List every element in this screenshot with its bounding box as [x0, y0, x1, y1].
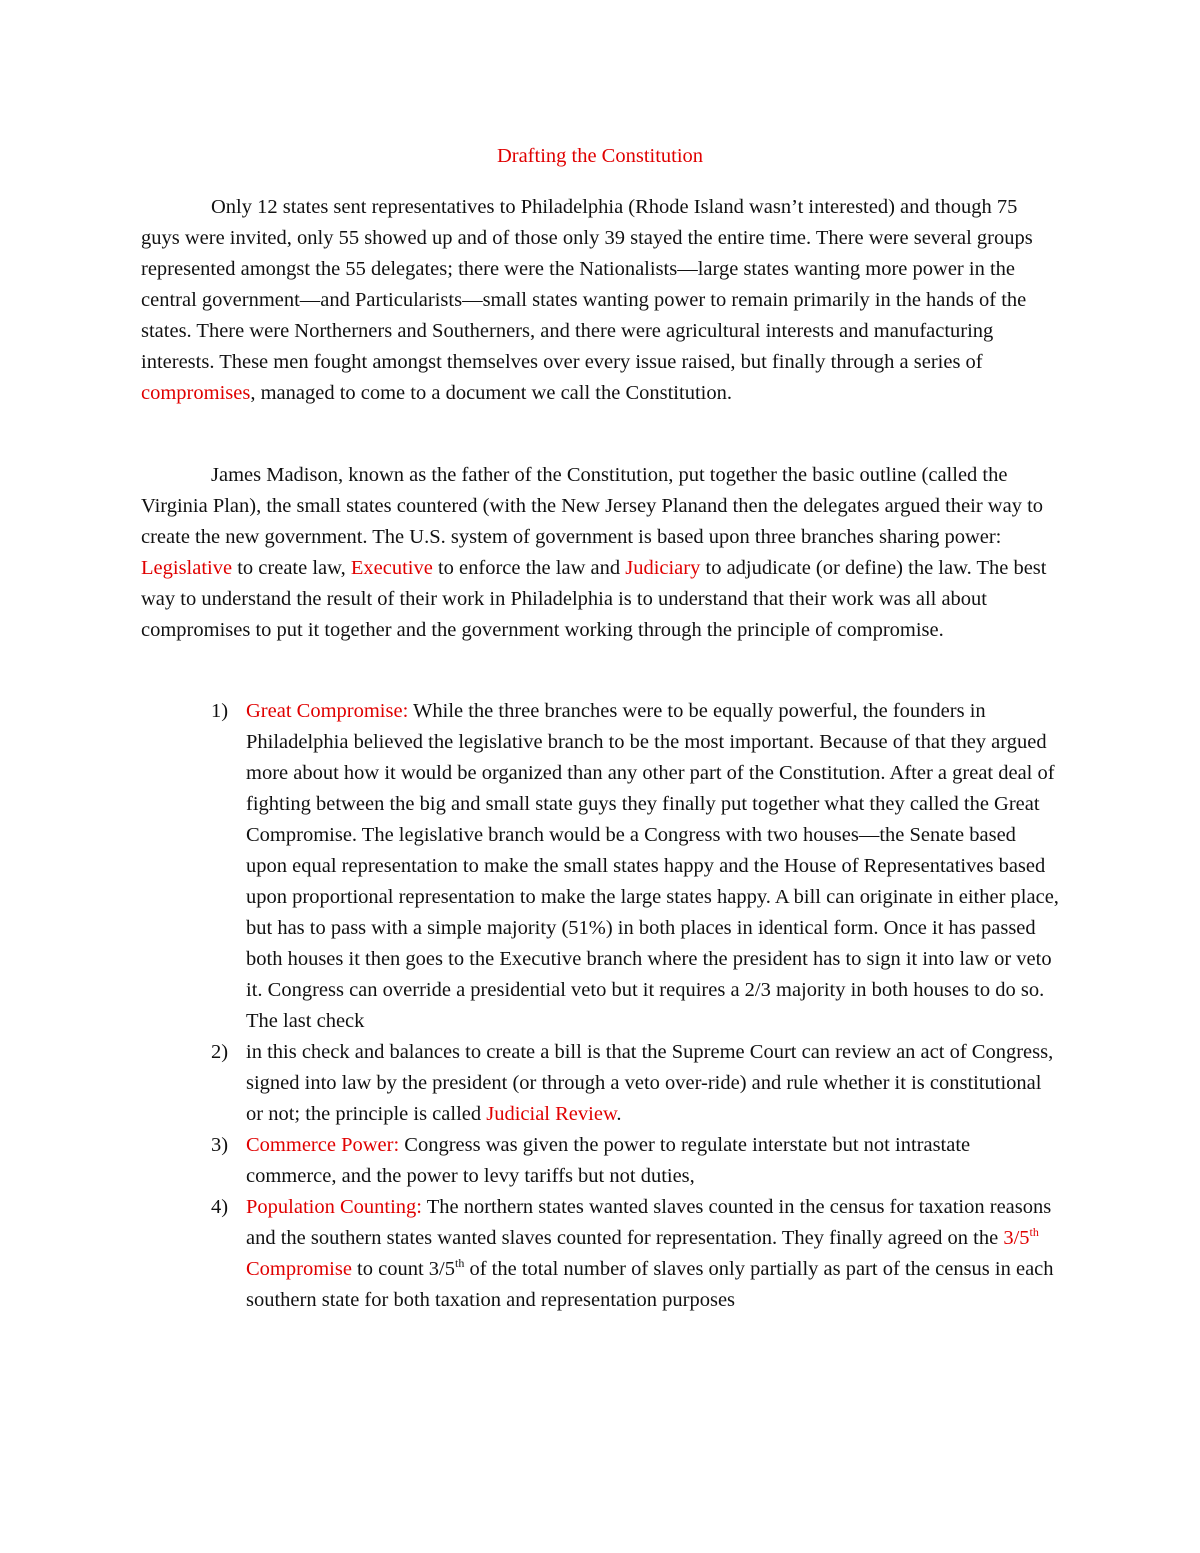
list-item-number: 4) [211, 1196, 229, 1218]
three-fifths-label: Compromise [246, 1258, 352, 1280]
list-item-body-mid: to count 3/5 [351, 1258, 455, 1280]
list-item-body-end: of the total number of slaves only partially as part of the census in each southern state for both taxation and representation purposes [246, 1258, 1054, 1311]
three-fifths-fraction: 3/5 [1003, 1227, 1030, 1249]
judicial-review-highlight: Judicial Review [486, 1103, 617, 1125]
list-item-body: in this check and balances to create a bill is that the Supreme Court can review an act of Congress, signed into law by the president (or through a veto over-ride) and rule whether it is constitutional or not; the principle is called [246, 1041, 1054, 1125]
paragraph-madison-text-c: to enforce the law and [432, 557, 626, 579]
list-item-number: 1) [211, 700, 229, 722]
list-item-body: While the three branches were to be equally powerful, the founders in Philadelphia believed the legislative branch to be the most important. Because of that they argued more about how it would be organized than any other part of the Constitution. After a great deal of fighting between the big and small state guys they finally put together what they called the Great Compromise. The legislative branch would be a Congress with two houses—the Senate based upon equal representation to make the small states happy and the House of Representatives based upon proportional representation to make the large states happy. A bill can originate in either place, but has to pass with a simple majority (51%) in both places in identical form. Once it has passed both houses it then goes to the Executive branch where the president has to sign it into law or veto it. Congress can override a presidential veto but it requires a 2/3 majority in both houses to do so. The last check [246, 700, 1059, 1032]
paragraph-intro [141, 192, 1061, 409]
list-item-body-sup: th [454, 1256, 465, 1271]
list-item-number: 2) [211, 1041, 229, 1063]
document-title: Drafting the Constitution [496, 145, 704, 167]
executive-highlight: Executive [350, 557, 433, 579]
list-item-body: The northern states wanted slaves counted in the census for taxation reasons and the southern states wanted slaves counted for representation. They finally agreed on the [246, 1196, 1052, 1249]
paragraph-intro-text-end: , managed to come to a document we call the Constitution. [250, 382, 732, 404]
list-item-heading: Population Counting: [246, 1196, 422, 1218]
paragraph-intro-text: Only 12 states sent representatives to Philadelphia (Rhode Island wasn’t interested) and though 75 guys were invited, only 55 showed up and of those only 39 stayed the entire time. There were several groups represented amongst the 55 delegates; there were the Nationalists—large states wanting more power in the central government—and Particularists—small states wanting power to remain primarily in the hands of the states. There were Northerners and Southerners, and there were agricultural interests and manufacturing interests. These men fought amongst themselves over every issue raised, but finally through a series of [141, 196, 1033, 373]
list-item-number: 3) [211, 1134, 229, 1156]
paragraph-madison-text-b: to create law, [232, 557, 351, 579]
compromises-highlight: compromises [141, 382, 251, 404]
list-item-heading: Great Compromise: [246, 700, 409, 722]
paragraph-madison [141, 460, 1061, 646]
judiciary-highlight: Judiciary [625, 557, 701, 579]
list-item-body: Congress was given the power to regulate interstate but not intrastate commerce, and the power to levy tariffs but not duties, [246, 1134, 971, 1187]
three-fifths-sup: th [1029, 1225, 1039, 1240]
list-item [141, 696, 1061, 1037]
list-item [141, 1192, 1061, 1316]
list-item [141, 1130, 1061, 1192]
compromise-list [141, 696, 1061, 1316]
list-item [141, 1037, 1061, 1130]
paragraph-madison-text-a: James Madison, known as the father of the Constitution, put together the basic outline (called the Virginia Plan), the small states countered (with the New Jersey Planand then the delegates argued their way to create the new government. The U.S. system of government is based upon three branches sharing power: [141, 464, 1044, 548]
list-item-heading: Commerce Power: [246, 1134, 400, 1156]
list-item-body-end: . [616, 1103, 622, 1125]
paragraph-madison-text-d: to adjudicate (or define) the law. The best way to understand the result of their work in Philadelphia is to understand that their work was all about compromises to put it together and the government working through the principle of compromise. [141, 557, 1047, 641]
legislative-highlight: Legislative [141, 557, 233, 579]
